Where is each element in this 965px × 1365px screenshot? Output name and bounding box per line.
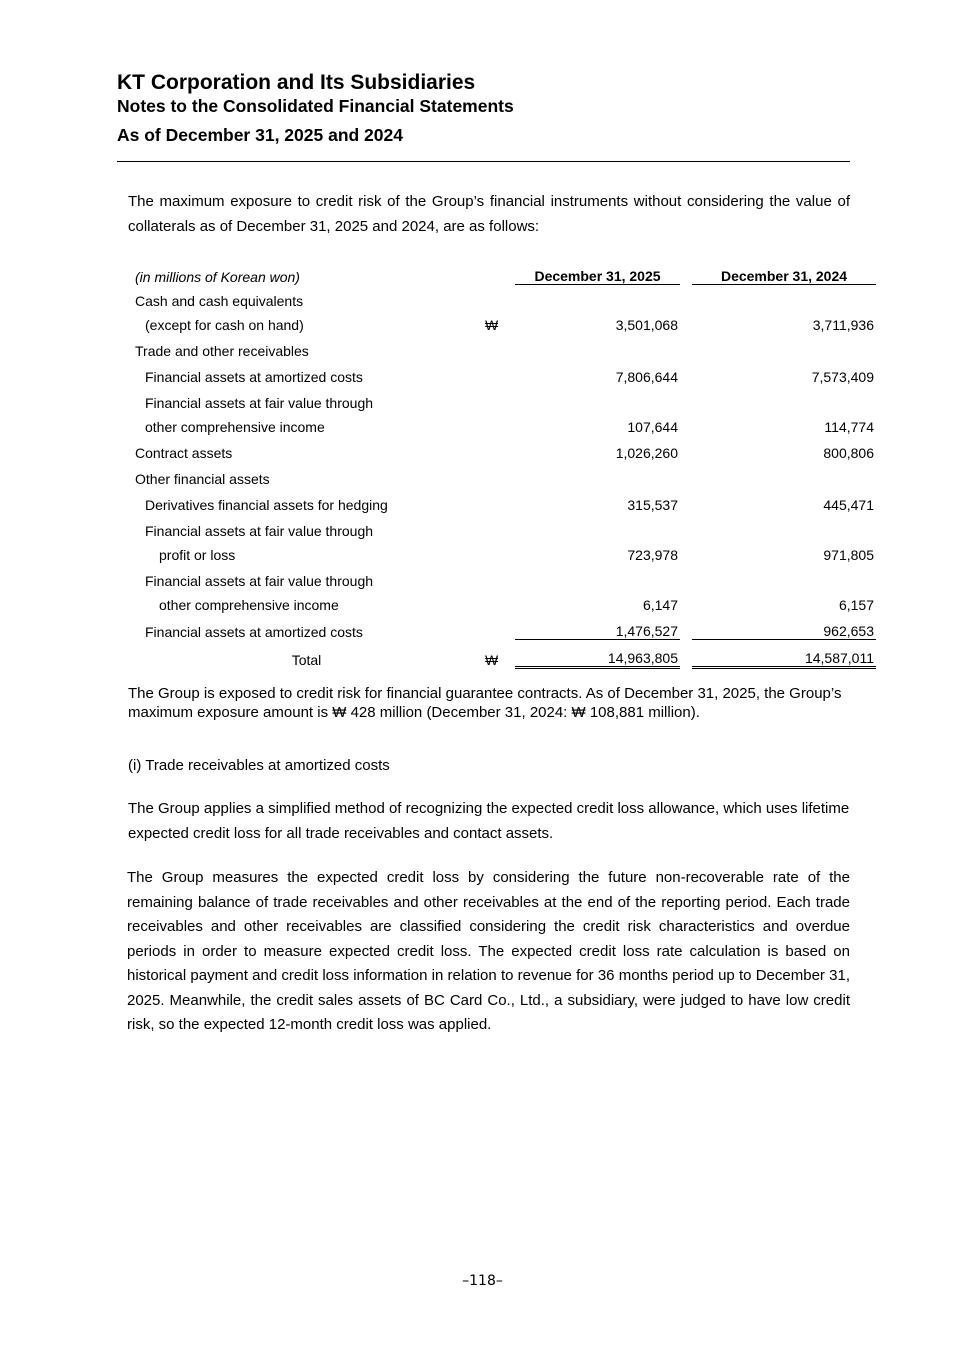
section-heading: (i) Trade receivables at amortized costs: [128, 757, 390, 774]
row-label: (except for cash on hand): [145, 317, 304, 333]
table-row: [128, 411, 876, 435]
measurement-paragraph: The Group measures the expected credit loss by considering the future non-recoverable rate of the remaining balance of trade receivables and other receivables at the end of the reporting period. Each trade receivables and other receivables are classified considering the credit risk characteristics and overdue periods in order to measure expected credit loss. The expected credit loss rate calculation is based on historical payment and credit loss information in relation to revenue for 36 months period up to December 31, 2025. Meanwhile, the credit sales assets of BC Card Co., Ltd., a subsidiary, were judged to have low credit risk, so the expected 12-month credit loss was applied.: [127, 869, 850, 1033]
total-label: Total: [291, 651, 322, 668]
row-label: Financial assets at fair value through: [145, 523, 374, 539]
column-header-2024: December 31, 2024: [692, 258, 876, 285]
value-2025: 1,026,260: [615, 445, 678, 461]
row-label: Cash and cash equivalents: [135, 293, 304, 309]
value-2025: 1,476,527: [515, 613, 680, 640]
value-2024: 800,806: [823, 445, 874, 461]
guarantee-paragraph: The Group is exposed to credit risk for financial guarantee contracts. As of December 31, 2025, the Group’s maximum exposure amount is ₩ 428 million (December 31, 2024: ₩ 108,881 million).: [128, 685, 842, 721]
value-2024: 114,774: [824, 419, 874, 435]
table-row: [128, 487, 876, 513]
value-2025: 6,147: [642, 597, 678, 613]
row-label: Financial assets at fair value through: [145, 573, 374, 589]
row-label: profit or loss: [159, 547, 236, 563]
table-row: [128, 461, 876, 487]
row-label: Financial assets at amortized costs: [145, 369, 363, 385]
unit-label: (in millions of Korean won): [135, 268, 300, 285]
company-name: KT Corporation and Its Subsidiaries: [117, 71, 476, 94]
total-row: [128, 640, 876, 668]
row-label: Contract assets: [135, 445, 233, 461]
row-label: other comprehensive income: [145, 419, 325, 435]
credit-exposure-table: [128, 258, 876, 669]
value-2025: 723,978: [627, 547, 678, 563]
value-2025: 107,644: [627, 419, 678, 435]
table-row: [128, 563, 876, 589]
table-header-row: [128, 258, 876, 285]
table-row: [128, 513, 876, 539]
table-row: [128, 435, 876, 461]
table-row: [128, 333, 876, 359]
document-title: Notes to the Consolidated Financial Statements: [117, 96, 514, 116]
row-label: Other financial assets: [135, 471, 270, 487]
column-header-2025: December 31, 2025: [515, 258, 680, 285]
value-2024: 445,471: [823, 497, 874, 513]
value-2025: 7,806,644: [615, 369, 678, 385]
simplified-method-paragraph: The Group applies a simplified method of recognizing the expected credit loss allowance, which uses lifetime expected credit loss for all trade receivables and contact assets.: [128, 800, 850, 842]
row-label: Financial assets at amortized costs: [145, 623, 363, 640]
total-2024: 14,587,011: [692, 640, 876, 668]
page-number: –118–: [462, 1273, 503, 1289]
row-label: Financial assets at fair value through: [145, 395, 374, 411]
intro-paragraph: The maximum exposure to credit risk of the Group’s financial instruments without considering the value of collaterals as of December 31, 2025 and 2024, are as follows:: [128, 193, 850, 235]
value-2025: 3,501,068: [615, 317, 678, 333]
value-2024: 962,653: [692, 613, 876, 640]
document-header: [117, 70, 850, 146]
table-row: [128, 539, 876, 563]
row-label: Trade and other receivables: [135, 343, 309, 359]
table-row: [128, 285, 876, 310]
table-row: [128, 385, 876, 411]
currency-symbol: ₩: [485, 651, 499, 668]
table-row: [128, 359, 876, 385]
table-row: [128, 309, 876, 333]
row-label: other comprehensive income: [159, 597, 339, 613]
table-row: [128, 589, 876, 613]
value-2025: 315,537: [627, 497, 678, 513]
row-label: Derivatives financial assets for hedging: [145, 497, 388, 513]
total-2025: 14,963,805: [515, 640, 680, 668]
value-2024: 971,805: [823, 547, 874, 563]
table-row: [128, 613, 876, 640]
value-2024: 7,573,409: [811, 369, 874, 385]
header-divider: [117, 161, 850, 162]
reporting-period: As of December 31, 2025 and 2024: [117, 125, 403, 145]
currency-symbol: ₩: [485, 317, 499, 333]
value-2024: 6,157: [838, 597, 874, 613]
value-2024: 3,711,936: [812, 317, 874, 333]
